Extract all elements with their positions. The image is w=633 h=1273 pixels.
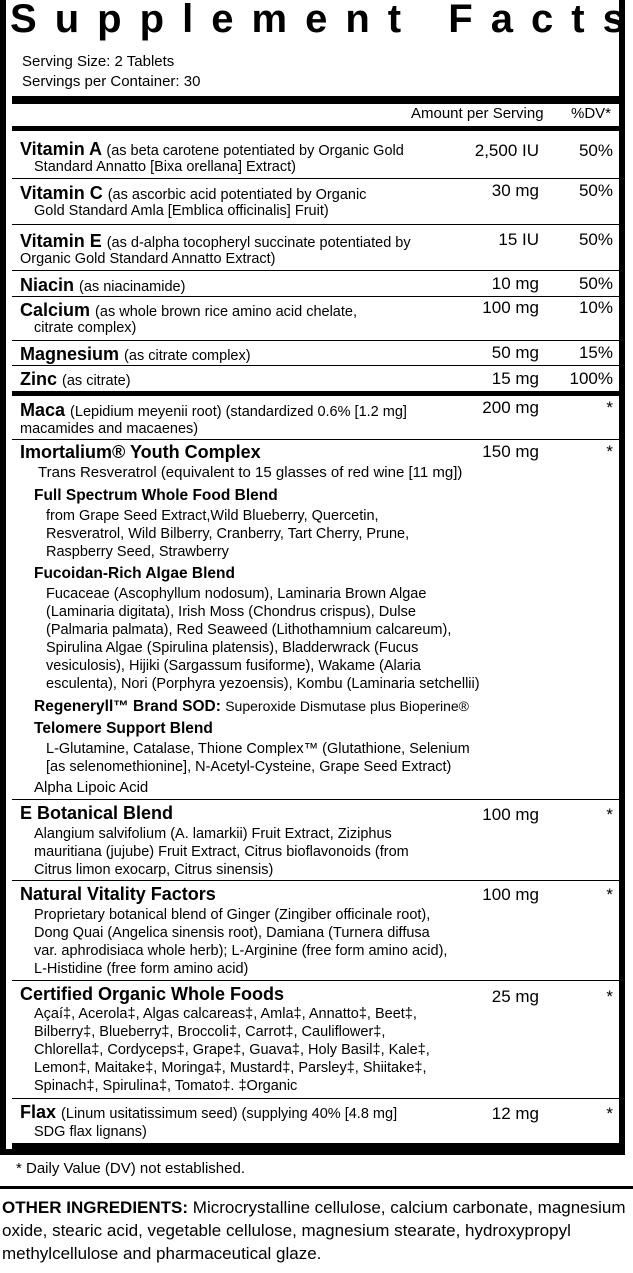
fucoidan-line: vesiculosis), Hijiki (Sargassum fusiforme), Wakame (Alaria [46, 658, 421, 674]
other-ingredients: OTHER INGREDIENTS: Microcrystalline cellulose, calcium carbonate, magnesium oxide, stearic acid, vegetable cellulose, magnesium stearate, hydroxypropyl methylcellulose and pharmaceutical glaze. [2, 1198, 626, 1263]
organic-line: Bilberry‡, Blueberry‡, Broccoli‡, Carrot‡, Cauliflower‡, [34, 1024, 386, 1040]
title-letter: l [182, 0, 194, 41]
vitamin-e-name: Vitamin E (as d-alpha tocopheryl succinate potentiated by [20, 231, 411, 251]
vitamin-a-source: Standard Annatto [Bixa orellana] Extract) [34, 159, 296, 175]
flax-lignans: SDG flax lignans) [34, 1124, 147, 1140]
e-botanical-dv: * [606, 805, 613, 824]
title-letter: p [139, 0, 165, 41]
fucoidan-line: Spirulina Algae (Spirulina platensis), Bladderwrack (Fucus [46, 640, 419, 656]
trans-resveratrol: Trans Resveratrol (equivalent to 15 glasses of red wine [11 mg]) [38, 464, 463, 481]
title-letter: m [251, 0, 288, 41]
organic-line: Spinach‡, Spirulina‡, Tomato‡. ‡Organic [34, 1078, 298, 1094]
vitamin-c-dv: 50% [578, 181, 613, 200]
flax-dv: * [606, 1104, 613, 1123]
fucoidan-title: Fucoidan-Rich Algae Blend [34, 565, 235, 582]
imortalium-name: Imortalium® Youth Complex [20, 442, 261, 462]
flax-name: Flax (Linum usitatissimum seed) (supplying 40% [4.8 mg] [20, 1102, 398, 1122]
zinc-dv: 100% [569, 369, 613, 388]
regeneryll-sod: Regeneryll™ Brand SOD: Superoxide Dismutase plus Bioperine® [34, 698, 469, 715]
fucoidan-line: Fucaceae (Ascophyllum nodosum), Laminaria Brown Algae [46, 586, 427, 602]
full-spectrum-line: Raspberry Seed, Strawberry [46, 544, 229, 560]
flax-amount: 12 mg [491, 1104, 539, 1123]
vitality-line: Dong Quai (Angelica sinensis root), Damiana (Turnera diffusa [34, 925, 430, 941]
magnesium-dv: 15% [578, 343, 613, 362]
calcium-name: Calcium (as whole brown rice amino acid chelate, [20, 300, 357, 320]
telomere-line: L-Glutamine, Catalase, Thione Complex™ (Glutathione, Selenium [46, 741, 470, 757]
divider [12, 178, 619, 179]
e-botanical-amount: 100 mg [482, 805, 539, 824]
organic-line: Chlorella‡, Cordyceps‡, Grape‡, Guava‡, Holy Basil‡, Kale‡, [34, 1042, 430, 1058]
title-letter: e [305, 0, 328, 41]
title-letter: n [345, 0, 370, 41]
full-spectrum-title: Full Spectrum Whole Food Blend [34, 487, 278, 504]
divider [12, 439, 619, 440]
zinc-name: Zinc (as citrate) [20, 369, 131, 389]
title-letter: a [490, 0, 513, 41]
imortalium-dv: * [606, 442, 613, 461]
vitality-line: var. aphrodisiaca whole herb); L-Arginine (free form amino acid), [34, 943, 448, 959]
divider [12, 799, 619, 800]
niacin-name: Niacin (as niacinamide) [20, 275, 186, 295]
divider [12, 365, 619, 366]
title-letter: p [97, 0, 122, 41]
vitality-line: L-Histidine (free form amino acid) [34, 961, 249, 977]
divider [12, 980, 619, 981]
vitality-name: Natural Vitality Factors [20, 884, 216, 904]
vitality-amount: 100 mg [482, 885, 539, 904]
vitamin-a-name: Vitamin A (as beta carotene potentiated by Organic Gold [20, 139, 404, 159]
calcium-amount: 100 mg [482, 298, 539, 317]
vitamin-c-amount: 30 mg [491, 181, 539, 200]
vitamin-a-dv: 50% [578, 141, 613, 160]
divider-thick [0, 1186, 633, 1189]
e-botanical-name: E Botanical Blend [20, 803, 174, 823]
alpha-lipoic-acid: Alpha Lipoic Acid [34, 779, 149, 796]
niacin-amount: 10 mg [491, 274, 539, 293]
telomere-title: Telomere Support Blend [34, 720, 213, 737]
divider [12, 880, 619, 881]
maca-standardization: macamides and macaenes) [20, 421, 199, 437]
divider [12, 270, 619, 271]
organic-dv: * [606, 987, 613, 1006]
divider-thick [12, 1143, 619, 1149]
title-letter: S [10, 0, 37, 41]
full-spectrum-line: from Grape Seed Extract,Wild Blueberry, Quercetin, [46, 508, 379, 524]
calcium-source: citrate complex) [34, 320, 137, 336]
maca-amount: 200 mg [482, 398, 539, 417]
servings-per-container: Servings per Container: 30 [22, 73, 201, 90]
divider-thick [12, 96, 619, 104]
title-letter: F [448, 0, 473, 41]
organic-line: Lemon‡, Maitake‡, Moringa‡, Mustard‡, Parsley‡, Shiitake‡, [34, 1060, 427, 1076]
vitamin-e-source: Organic Gold Standard Annatto Extract) [20, 251, 276, 267]
divider [12, 1098, 619, 1099]
title-letter: u [54, 0, 80, 41]
vitality-line: Proprietary botanical blend of Ginger (Zingiber officinale root), [34, 907, 431, 923]
divider-thick [12, 126, 619, 131]
serving-size: Serving Size: 2 Tablets [22, 53, 175, 70]
divider-thick [12, 391, 619, 396]
organic-amount: 25 mg [491, 987, 539, 1006]
magnesium-name: Magnesium (as citrate complex) [20, 344, 251, 364]
organic-name: Certified Organic Whole Foods [20, 984, 285, 1004]
title-letter: e [211, 0, 234, 41]
niacin-dv: 50% [578, 274, 613, 293]
title-letter: c [530, 0, 554, 41]
zinc-amount: 15 mg [491, 369, 539, 388]
title-letter: s [602, 0, 625, 41]
title-letter: t [387, 0, 402, 41]
divider [12, 340, 619, 341]
header-dv: %DV* [571, 105, 612, 122]
full-spectrum-line: Resveratrol, Wild Bilberry, Cranberry, Tart Cherry, Prune, [46, 526, 410, 542]
vitamin-e-amount: 15 IU [498, 230, 539, 249]
vitamin-a-amount: 2,500 IU [474, 141, 539, 160]
e-botanical-line: Citrus limon exocarp, Citrus sinensis) [34, 862, 274, 878]
title-gap [419, 0, 430, 42]
e-botanical-line: mauritiana (jujube) Fruit Extract, Citrus bioflavonoids (from [34, 844, 409, 860]
vitamin-e-dv: 50% [578, 230, 613, 249]
maca-dv: * [606, 398, 613, 417]
magnesium-amount: 50 mg [491, 343, 539, 362]
divider [12, 224, 619, 225]
vitality-dv: * [606, 885, 613, 904]
panel-title [10, 0, 625, 42]
fucoidan-line: (Palmaria palmata), Red Seaweed (Lithothamnium calcareum), [46, 622, 452, 638]
footnote: * Daily Value (DV) not established. [16, 1160, 245, 1177]
fucoidan-line: (Laminaria digitata), Irish Moss (Chondrus crispus), Dulse [46, 604, 416, 620]
organic-line: Açaí‡, Acerola‡, Algas calcareas‡, Amla‡, Annatto‡, Beet‡, [34, 1006, 417, 1022]
title-letter: t [571, 0, 585, 41]
imortalium-amount: 150 mg [482, 442, 539, 461]
maca-name: Maca (Lepidium meyenii root) (standardized 0.6% [1.2 mg] [20, 400, 407, 420]
e-botanical-line: Alangium salvifolium (A. lamarkii) Fruit Extract, Ziziphus [34, 826, 392, 842]
vitamin-c-source: Gold Standard Amla [Emblica officinalis] Fruit) [34, 203, 329, 219]
calcium-dv: 10% [578, 298, 613, 317]
header-amount: Amount per Serving [411, 105, 544, 122]
vitamin-c-name: Vitamin C (as ascorbic acid potentiated by Organic [20, 183, 367, 203]
telomere-line: [as selenomethionine], N-Acetyl-Cysteine, Grape Seed Extract) [46, 759, 452, 775]
fucoidan-line: esculenta), Nori (Porphyra yezoensis), Kombu (Laminaria setchellii) [46, 676, 480, 692]
